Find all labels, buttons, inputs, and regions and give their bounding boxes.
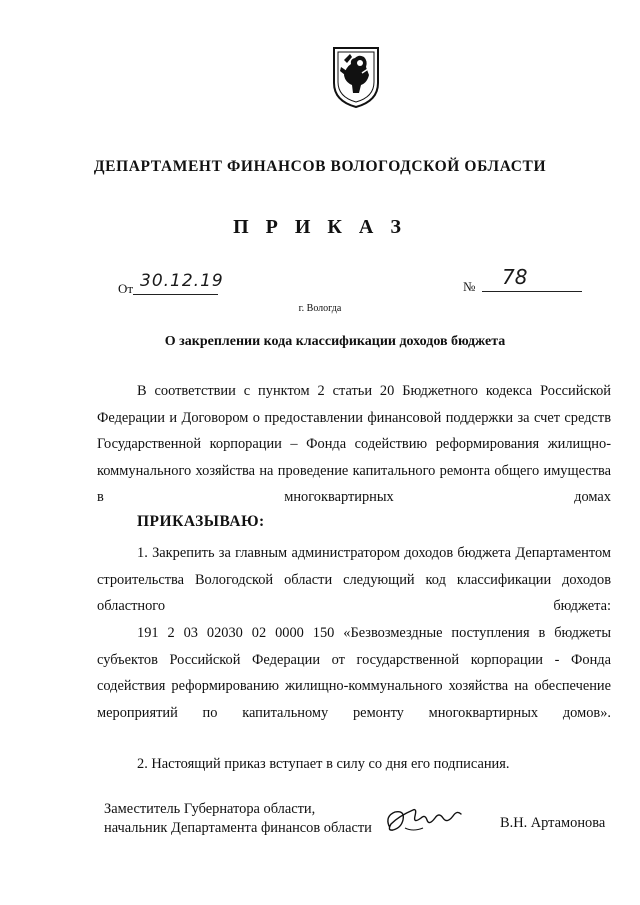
- number-label: №: [463, 279, 476, 294]
- item-2-paragraph: 2. Настоящий приказ вступает в силу со дня его подписания.: [137, 756, 510, 772]
- department-title: ДЕПАРТАМЕНТ ФИНАНСОВ ВОЛОГОДСКОЙ ОБЛАСТИ: [93, 158, 547, 175]
- handwritten-signature: [383, 798, 465, 838]
- signer-position-line2: начальник Департамента финансов области: [104, 820, 372, 836]
- date-label: От: [118, 281, 134, 296]
- order-word: ПРИКАЗЫВАЮ:: [137, 513, 265, 530]
- item-1-code-paragraph: 191 2 03 02030 02 0000 150 «Безвозмездные поступления в бюджеты субъектов Российской Федерации от государственной корпорации - Фонда содействия реформированию жилищно-коммунального хозяйства на обеспечение мероприятий по капитальному ремонту многоквартирных домов».: [97, 625, 611, 721]
- signer-name: В.Н. Артамонова: [500, 815, 606, 831]
- signer-position-line1: Заместитель Губернатора области,: [104, 801, 316, 817]
- number-value: 78: [502, 265, 528, 289]
- order-subject: О закреплении кода классификации доходов бюджета: [164, 334, 506, 349]
- vologda-coat-of-arms-icon: [331, 45, 381, 109]
- preamble-paragraph: В соответствии с пунктом 2 статьи 20 Бюджетного кодекса Российской Федерации и Договором о предоставлении финансовой поддержки за счет средств Государственной корпорации – Фонда содействию реформирования жилищно-коммунального хозяйства на проведение капитального ремонта общего имущества в многоквартирных домах: [97, 383, 611, 505]
- date-underline: [133, 294, 218, 295]
- city-label: г. Вологда: [298, 303, 342, 314]
- signer-position: [104, 800, 372, 838]
- date-value: 30.12.19: [140, 271, 224, 291]
- number-underline: [482, 291, 582, 292]
- document-type-title: П Р И К А З: [233, 216, 407, 238]
- item-1-paragraph: 1. Закрепить за главным администратором доходов бюджета Департаментом строительства Вологодской области следующий код классификации доходов областного бюджета:: [97, 545, 611, 614]
